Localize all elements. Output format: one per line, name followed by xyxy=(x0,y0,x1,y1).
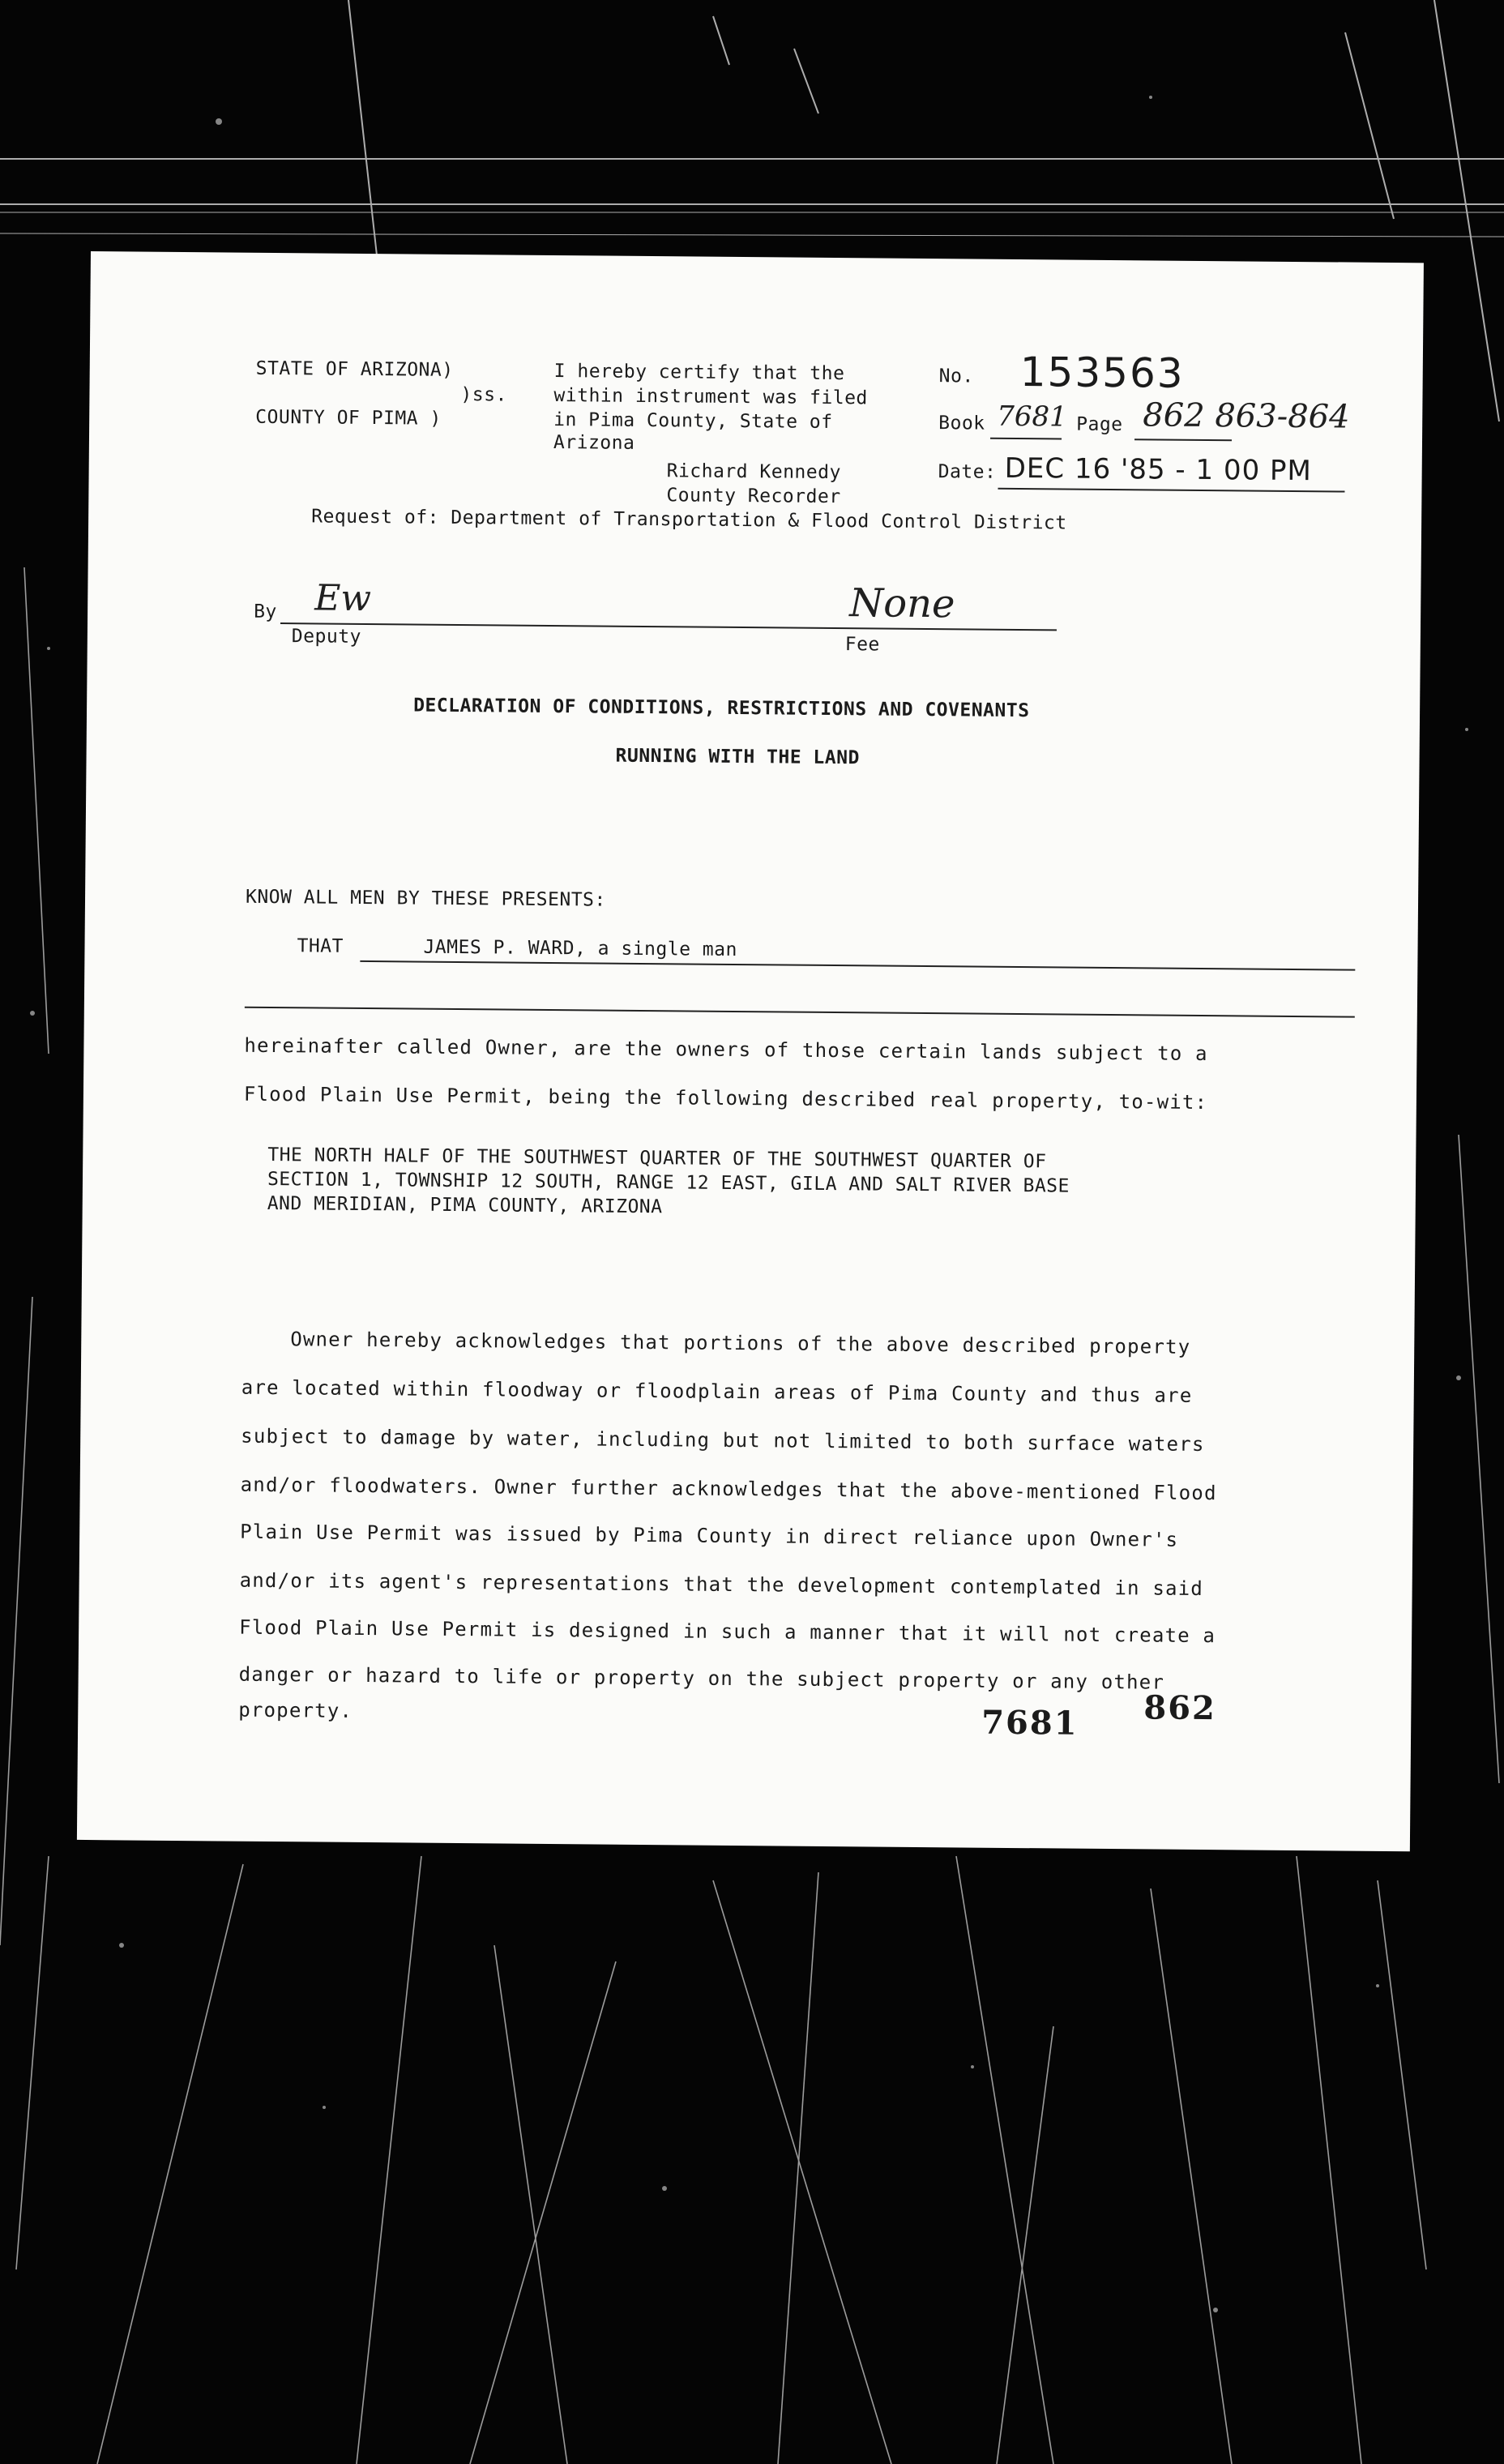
book-value: 7681 xyxy=(997,400,1067,434)
book-label: Book xyxy=(938,413,985,434)
book-number-stamp: 7681 xyxy=(981,1703,1079,1743)
legal-line-2: SECTION 1, TOWNSHIP 12 SOUTH, RANGE 12 EAST, GILA AND SALT RIVER BASE xyxy=(267,1168,1070,1197)
request-line: Request of: Department of Transportation & Flood Control District xyxy=(311,506,1067,534)
para2-line-5: Plain Use Permit was issued by Pima County in direct reliance upon Owner's xyxy=(240,1520,1179,1551)
para2-line-7: Flood Plain Use Permit is designed in such a manner that it will not create a xyxy=(239,1615,1216,1648)
legal-line-1: THE NORTH HALF OF THE SOUTHWEST QUARTER OF THE SOUTHWEST QUARTER OF xyxy=(267,1144,1047,1173)
para2-line-6: and/or its agent's representations that the development contemplated in said xyxy=(239,1568,1204,1601)
by-label: By xyxy=(254,601,277,623)
fee-label: Fee xyxy=(844,634,880,656)
no-label: No. xyxy=(938,366,974,387)
fee-signature: None xyxy=(849,580,955,627)
para1-line-1: hereinafter called Owner, are the owners of those certain lands subject to a xyxy=(244,1033,1208,1066)
page-value: 862 863-864 xyxy=(1143,396,1350,436)
certify-line-1: I hereby certify that the xyxy=(553,360,845,385)
date-underline xyxy=(998,488,1344,493)
para2-line-2: are located within floodway or floodplain areas of Pima County and thus are xyxy=(241,1375,1193,1407)
page-underline xyxy=(1134,438,1232,441)
date-label: Date: xyxy=(938,461,997,483)
document-title-line-1: DECLARATION OF CONDITIONS, RESTRICTIONS AND COVENANTS xyxy=(413,695,1030,722)
para2-line-3: subject to damage by water, including but not limited to both surface waters xyxy=(241,1424,1205,1457)
book-underline xyxy=(990,438,1062,440)
recording-number: 153563 xyxy=(1019,349,1185,397)
certify-line-2: within instrument was filed xyxy=(553,384,868,409)
para2-line-1: Owner hereby acknowledges that portions of the above described property xyxy=(290,1328,1191,1358)
know-all-line: KNOW ALL MEN BY THESE PRESENTS: xyxy=(245,886,606,911)
para2-line-8: danger or hazard to life or property on the subject property or any other xyxy=(238,1662,1165,1694)
ss-line: )ss. xyxy=(460,383,507,406)
owner-underline xyxy=(360,960,1355,971)
recorder-name: Richard Kennedy xyxy=(666,460,841,484)
owner-name: JAMES P. WARD, a single man xyxy=(423,936,737,960)
owner-continuation-line xyxy=(245,1007,1355,1018)
document-page xyxy=(77,251,1424,1851)
para1-line-2: Flood Plain Use Permit, being the following described real property, to-wit: xyxy=(243,1082,1208,1114)
page-label: Page xyxy=(1076,413,1123,436)
state-line: STATE OF ARIZONA) xyxy=(255,357,454,381)
para2-line-9: property. xyxy=(238,1698,353,1722)
deputy-signature: Ew xyxy=(314,577,372,620)
date-value: DEC 16 '85 - 1 00 PM xyxy=(1004,451,1312,488)
document-title-line-2: RUNNING WITH THE LAND xyxy=(615,745,860,769)
page-number-stamp: 862 xyxy=(1143,1688,1217,1728)
certify-line-4: Arizona xyxy=(553,431,635,454)
recorder-title: County Recorder xyxy=(666,485,841,508)
legal-line-3: AND MERIDIAN, PIMA COUNTY, ARIZONA xyxy=(267,1192,663,1218)
deputy-label: Deputy xyxy=(291,626,362,648)
that-label: THAT xyxy=(297,935,344,957)
county-line: COUNTY OF PIMA ) xyxy=(255,406,442,430)
para2-line-4: and/or floodwaters. Owner further acknowledges that the above-mentioned Flood xyxy=(240,1473,1217,1505)
certify-line-3: in Pima County, State of xyxy=(553,409,833,433)
